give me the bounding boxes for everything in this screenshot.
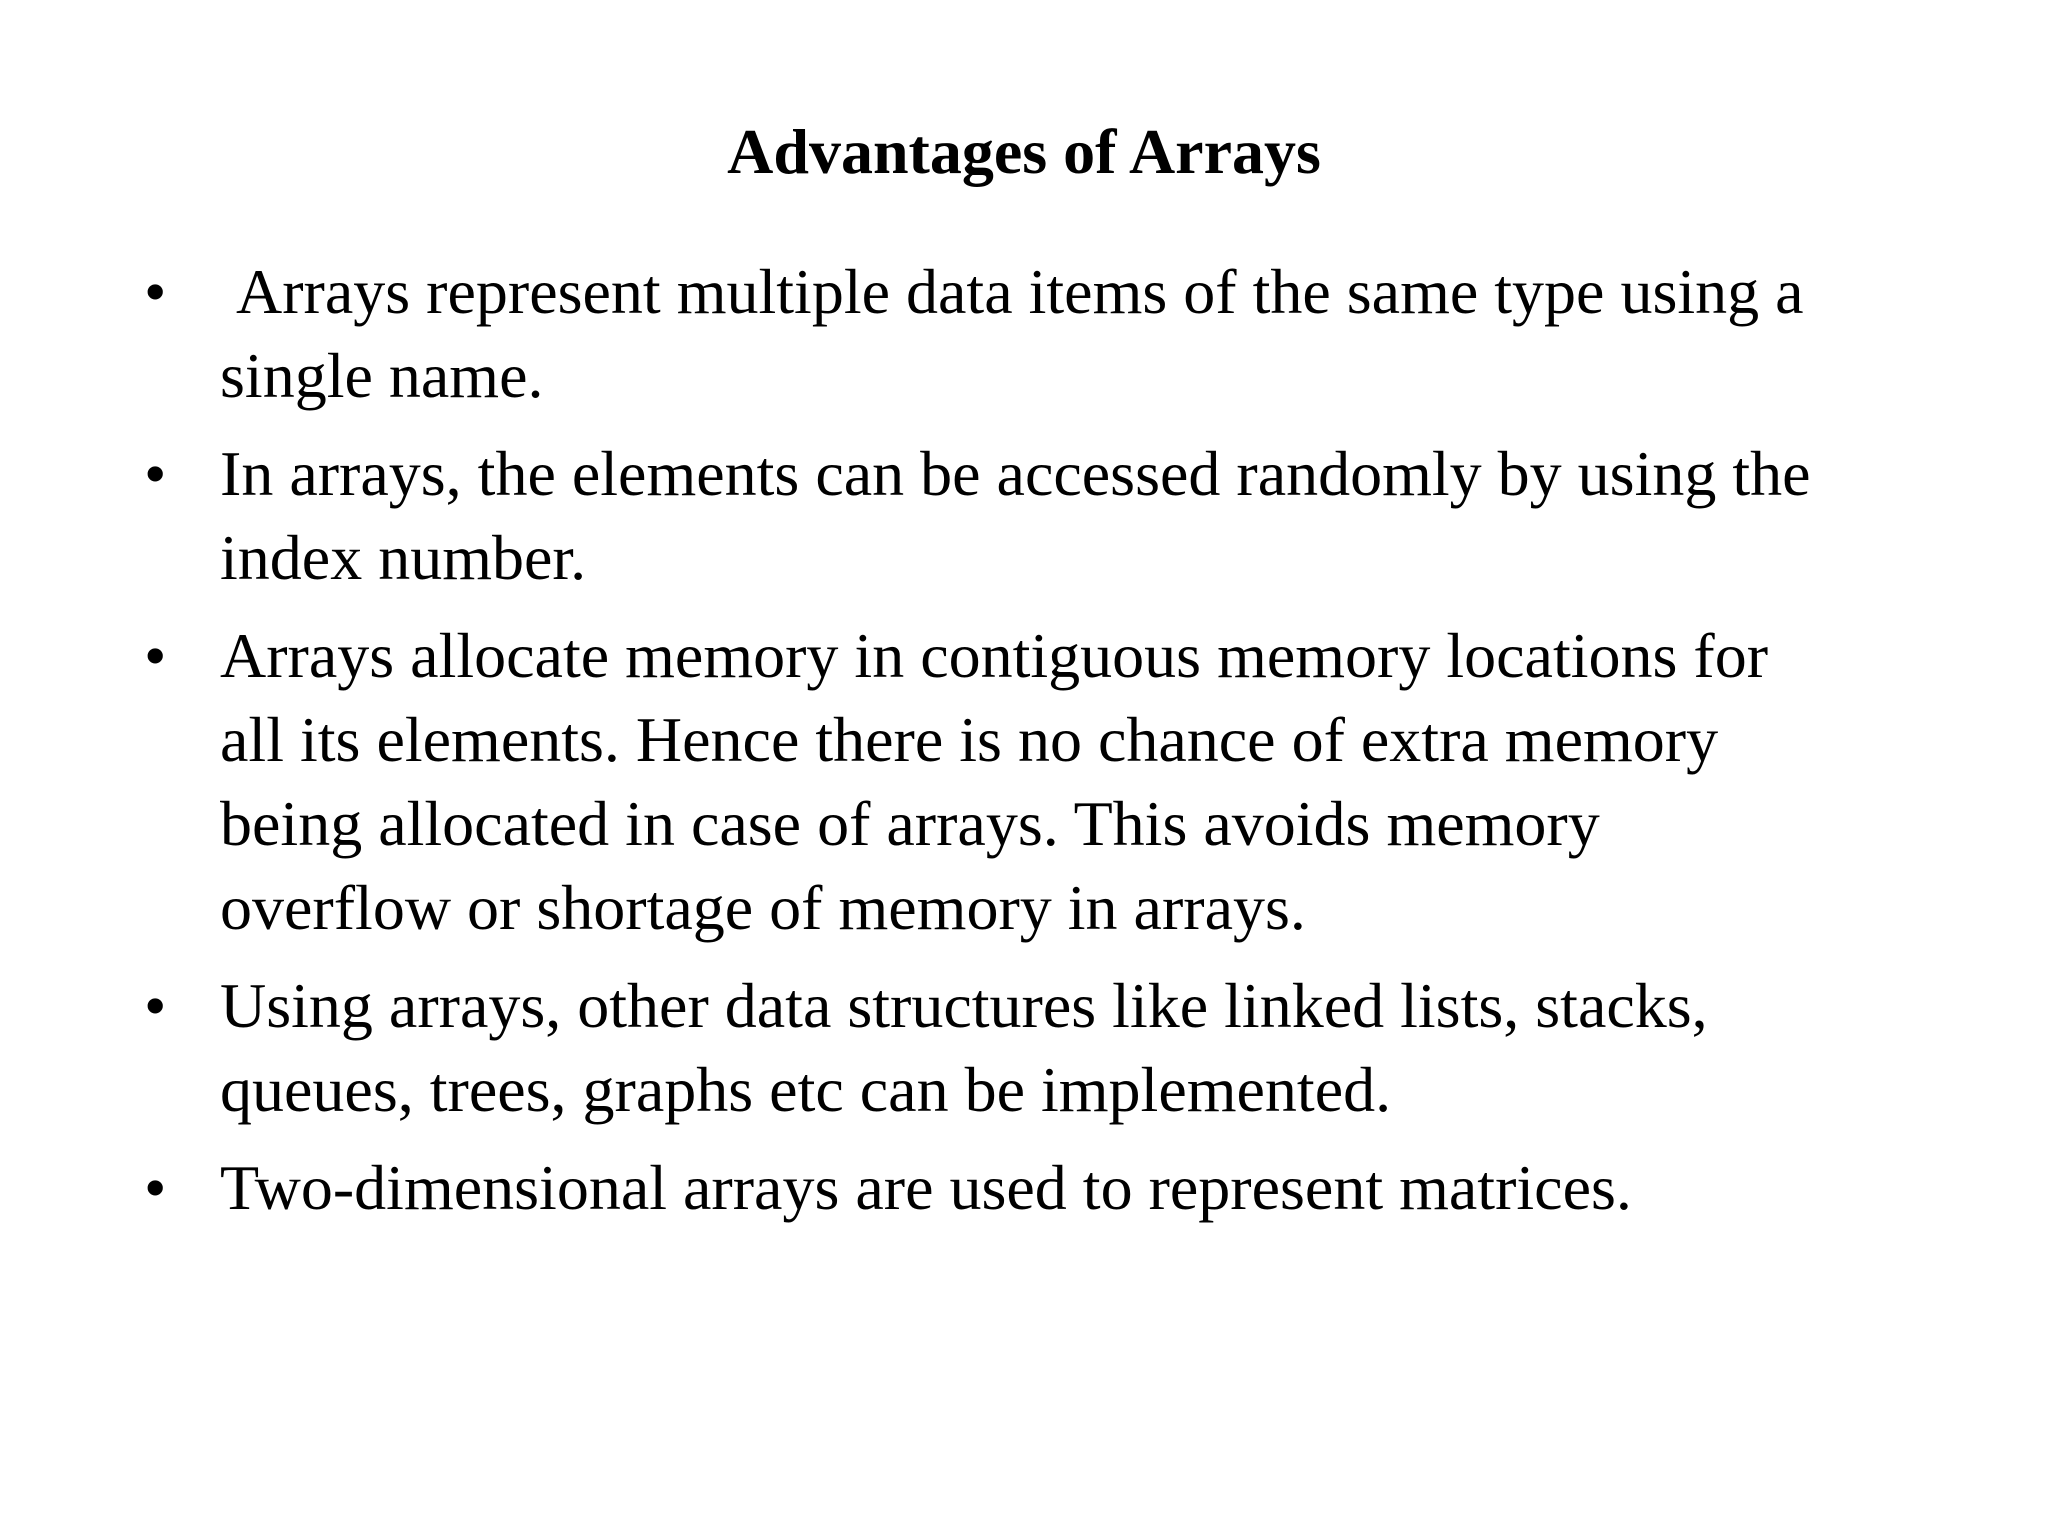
bullet-text: Using arrays, other data structures like linked lists, stacks, queues, trees, graphs etc can be implemented. — [220, 970, 1708, 1125]
bullet-dot-icon: • — [144, 970, 167, 1041]
bullet-list — [144, 250, 1944, 1244]
bullet-item — [144, 432, 1944, 600]
bullet-text: Arrays represent multiple data items of the same type using a single name. — [220, 256, 1804, 411]
bullet-text: Arrays allocate memory in contiguous memory locations for all its elements. Hence there is no chance of extra memory being allocated in case of arrays. This avoids memory overflow or shortage of memory in arrays. — [220, 620, 1769, 943]
bullet-item — [144, 1146, 1944, 1230]
bullet-item — [144, 250, 1944, 418]
bullet-dot-icon: • — [144, 1152, 167, 1223]
bullet-text: Two-dimensional arrays are used to represent matrices. — [220, 1152, 1632, 1223]
bullet-dot-icon: • — [144, 620, 167, 691]
bullet-dot-icon: • — [144, 438, 167, 509]
slide-title: Advantages of Arrays — [727, 116, 1321, 187]
bullet-item — [144, 964, 1944, 1132]
bullet-item — [144, 614, 1944, 950]
bullet-dot-icon: • — [144, 256, 167, 327]
bullet-text: In arrays, the elements can be accessed randomly by using the index number. — [220, 438, 1811, 593]
